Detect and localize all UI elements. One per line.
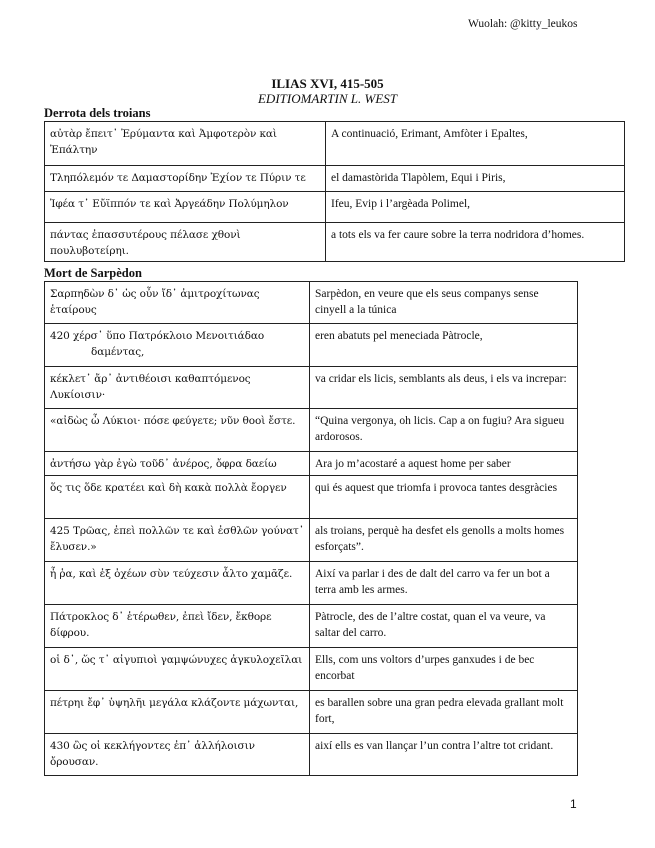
table-row — [45, 166, 625, 192]
wuolah-watermark: Wuolah: @kitty_leukos — [468, 18, 578, 30]
table-row — [45, 605, 578, 648]
catalan-translation: als troians, perquè ha desfet els genolls a molts homes esforçats”. — [310, 519, 578, 562]
catalan-translation: el damastòrida Tlapòlem, Equi i Piris, — [326, 166, 625, 192]
table-row — [45, 562, 578, 605]
catalan-translation: A continuació, Erimant, Amfòter i Epaltes, — [326, 122, 625, 166]
catalan-translation: Sarpèdon, en veure que els seus companys sense cinyell a la túnica — [310, 282, 578, 324]
greek-line: 430 ὣς οἱ κεκλήγοντες ἐπ᾽ ἀλλήλοισιν ὄρουσαν. — [45, 734, 310, 776]
table-row — [45, 122, 625, 166]
table-row — [45, 223, 625, 262]
catalan-translation: va cridar els licis, semblants als deus, i els va increpar: — [310, 367, 578, 409]
catalan-translation: Pàtrocle, des de l’altre costat, quan el va veure, va saltar del carro. — [310, 605, 578, 648]
table-row — [45, 476, 578, 519]
table-row — [45, 367, 578, 409]
greek-line: 425 Τρῶας, ἐπεὶ πολλῶν τε καὶ ἐσθλῶν γούνατ᾽ ἔλυσεν.» — [45, 519, 310, 562]
catalan-translation: així ells es van llançar l’un contra l’altre tot cridant. — [310, 734, 578, 776]
greek-line-part: 420 χέρσ᾽ ὕπο Πατρόκλοιο Μενοιτιάδαο — [50, 330, 265, 342]
greek-line: πάντας ἐπασσυτέρους πέλασε χθονὶ πουλυβοτείρηι. — [45, 223, 326, 262]
table-row — [45, 452, 578, 476]
translation-table-sarpedon — [44, 281, 578, 776]
greek-line: αὐτὰρ ἔπειτ᾽ Ἐρύμαντα καὶ Ἀμφοτερὸν καὶ Ἐπάλτην — [45, 122, 326, 166]
table-row — [45, 409, 578, 452]
table-row — [45, 282, 578, 324]
greek-line: «αἰδὼς ὦ Λύκιοι· πόσε φεύγετε; νῦν θοοὶ ἔστε. — [45, 409, 310, 452]
greek-line: Ἰφέα τ᾽ Εὔϊππόν τε καὶ Ἀργεάδην Πολύμηλον — [45, 192, 326, 223]
catalan-translation: Ara jo m’acostaré a aquest home per saber — [310, 452, 578, 476]
greek-line: ἦ ῥα, καὶ ἐξ ὀχέων σὺν τεύχεσιν ἆλτο χαμᾶζε. — [45, 562, 310, 605]
table-row — [45, 192, 625, 223]
translation-table-derrota — [44, 121, 625, 262]
greek-line — [45, 324, 310, 367]
edition-subtitle: EDITIOMARTIN L. WEST — [257, 91, 398, 106]
catalan-translation: Així va parlar i des de dalt del carro va fer un bot a terra amb les armes. — [310, 562, 578, 605]
greek-line: Τληπόλεμόν τε Δαμαστορίδην Ἐχίον τε Πύριν τε — [45, 166, 326, 192]
page-title: ILIAS XVI, 415-505 — [271, 76, 384, 91]
table-row — [45, 734, 578, 776]
greek-line-continuation: δαμέντας, — [91, 346, 145, 358]
greek-line: πέτρηι ἔφ᾽ ὑψηλῆι μεγάλα κλάζοντε μάχωνται, — [45, 691, 310, 734]
table-row — [45, 691, 578, 734]
greek-line: ὅς τις ὅδε κρατέει καὶ δὴ κακὰ πολλὰ ἔοργεν — [45, 476, 310, 519]
greek-line: κέκλετ᾽ ἄρ᾽ ἀντιθέοισι καθαπτόμενος Λυκίοισιν· — [45, 367, 310, 409]
greek-line: Σαρπηδὼν δ᾽ ὡς οὖν ἴδ᾽ ἀμιτροχίτωνας ἑταίρους — [45, 282, 310, 324]
greek-line: οἱ δ᾽, ὥς τ᾽ αἰγυπιοὶ γαμψώνυχες ἀγκυλοχεῖλαι — [45, 648, 310, 691]
title-block — [0, 76, 655, 106]
catalan-translation: “Quina vergonya, oh licis. Cap a on fugiu? Ara sigueu ardorosos. — [310, 409, 578, 452]
greek-line: Πάτροκλος δ᾽ ἑτέρωθεν, ἐπεὶ ἴδεν, ἔκθορε δίφρου. — [45, 605, 310, 648]
table-row — [45, 324, 578, 367]
catalan-translation: a tots els va fer caure sobre la terra nodridora d’homes. — [326, 223, 625, 262]
table-row — [45, 519, 578, 562]
section-title-sarpedon: Mort de Sarpèdon — [44, 266, 142, 280]
table-row — [45, 648, 578, 691]
section-title-derrota: Derrota dels troians — [44, 106, 151, 120]
catalan-translation: es barallen sobre una gran pedra elevada grallant molt fort, — [310, 691, 578, 734]
catalan-translation: Ells, com uns voltors d’urpes ganxudes i de bec encorbat — [310, 648, 578, 691]
catalan-translation: qui és aquest que triomfa i provoca tantes desgràcies — [310, 476, 578, 519]
page-number: 1 — [570, 797, 577, 811]
catalan-translation: Ifeu, Evip i l’argèada Polimel, — [326, 192, 625, 223]
catalan-translation: eren abatuts pel meneciada Pàtrocle, — [310, 324, 578, 367]
greek-line: ἀντήσω γὰρ ἐγὼ τοῦδ᾽ ἀνέρος, ὄφρα δαείω — [45, 452, 310, 476]
